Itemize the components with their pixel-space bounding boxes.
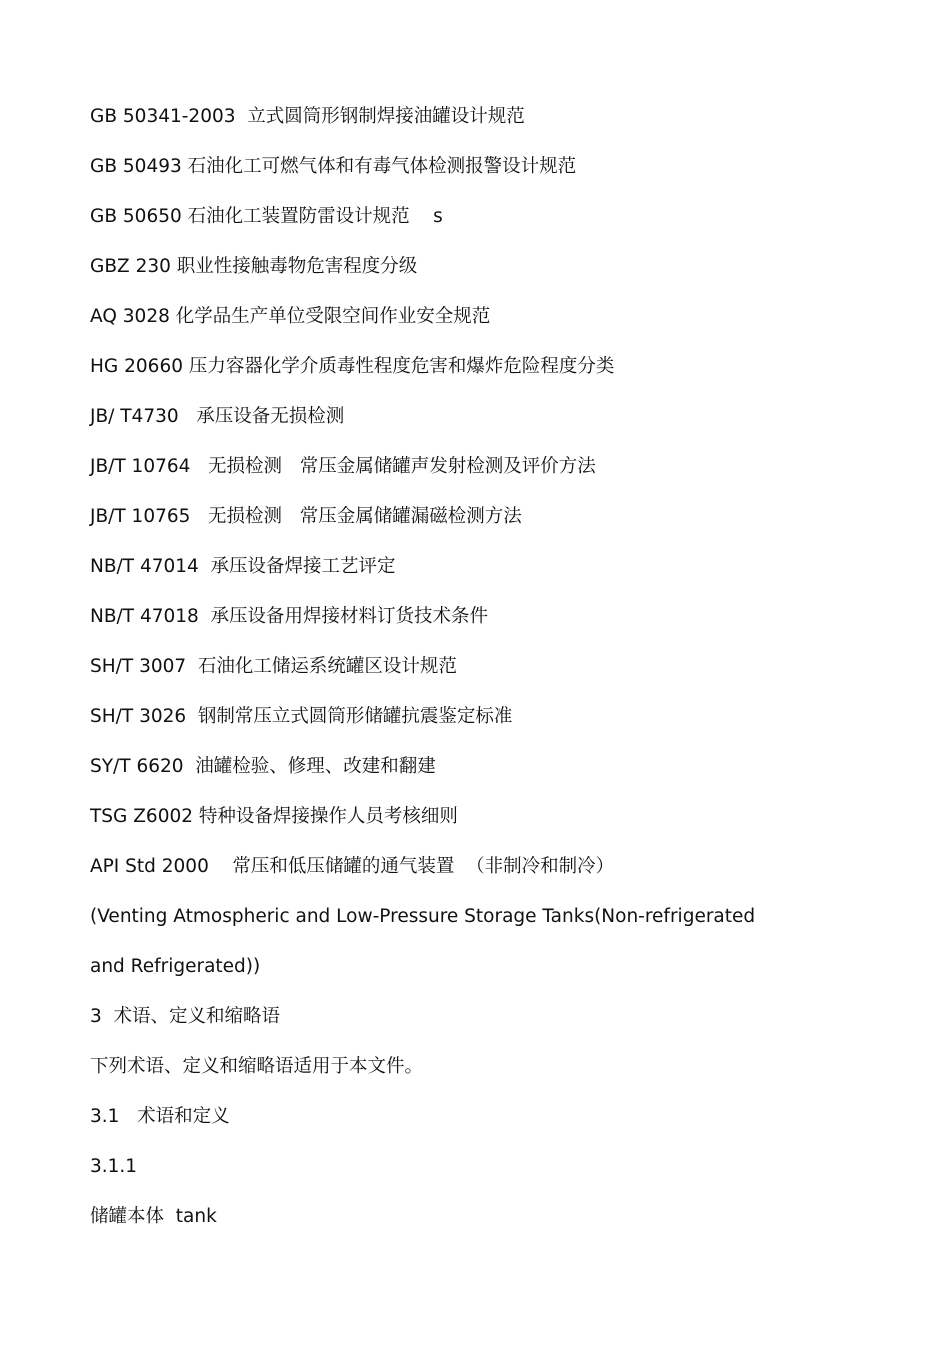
standard-nb-t-47014: NB/T 47014 承压设备焊接工艺评定 bbox=[90, 556, 396, 577]
standard-gbz-230: GBZ 230 职业性接触毒物危害程度分级 bbox=[90, 256, 418, 277]
section-heading-3: 3 术语、定义和缩略语 bbox=[90, 1006, 281, 1027]
standard-gb-50650: GB 50650 石油化工装置防雷设计规范 s bbox=[90, 206, 443, 227]
standard-jb-t4730: JB/ T4730 承压设备无损检测 bbox=[90, 406, 345, 427]
clause-number-3-1-1: 3.1.1 bbox=[90, 1156, 138, 1177]
standard-tsg-z6002: TSG Z6002 特种设备焊接操作人员考核细则 bbox=[90, 806, 458, 827]
standard-sh-t-3026: SH/T 3026 钢制常压立式圆筒形储罐抗震鉴定标准 bbox=[90, 706, 513, 727]
standard-gb-50341: GB 50341-2003 立式圆筒形钢制焊接油罐设计规范 bbox=[90, 106, 525, 127]
standard-api-std-2000-english-line-2: and Refrigerated)) bbox=[90, 956, 261, 977]
standard-jb-t-10764: JB/T 10764 无损检测 常压金属储罐声发射检测及评价方法 bbox=[90, 456, 596, 477]
standard-aq-3028: AQ 3028 化学品生产单位受限空间作业安全规范 bbox=[90, 306, 491, 327]
standard-nb-t-47018: NB/T 47018 承压设备用焊接材料订货技术条件 bbox=[90, 606, 489, 627]
section-intro-paragraph: 下列术语、定义和缩略语适用于本文件。 bbox=[90, 1056, 424, 1077]
standard-sy-t-6620: SY/T 6620 油罐检验、修理、改建和翻建 bbox=[90, 756, 436, 777]
term-tank: 储罐本体 tank bbox=[90, 1206, 217, 1227]
standard-gb-50493: GB 50493 石油化工可燃气体和有毒气体检测报警设计规范 bbox=[90, 156, 577, 177]
subsection-heading-3-1: 3.1 术语和定义 bbox=[90, 1106, 230, 1127]
document-body bbox=[90, 104, 890, 1254]
standard-hg-20660: HG 20660 压力容器化学介质毒性程度危害和爆炸危险程度分类 bbox=[90, 356, 615, 377]
standard-jb-t-10765: JB/T 10765 无损检测 常压金属储罐漏磁检测方法 bbox=[90, 506, 522, 527]
standard-api-std-2000: API Std 2000 常压和低压储罐的通气装置 （非制冷和制冷） bbox=[90, 856, 615, 877]
standard-api-std-2000-english-line-1: (Venting Atmospheric and Low-Pressure Storage Tanks(Non-refrigerated bbox=[90, 906, 756, 927]
standard-sh-t-3007: SH/T 3007 石油化工储运系统罐区设计规范 bbox=[90, 656, 457, 677]
